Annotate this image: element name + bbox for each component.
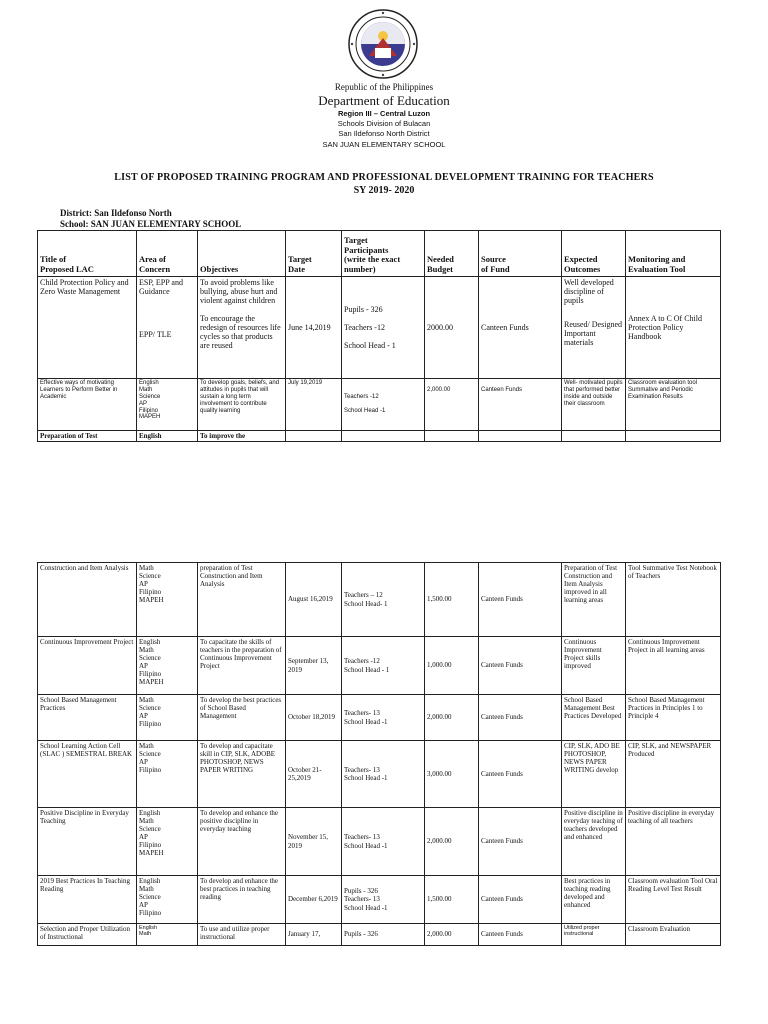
cell-outcomes: [562, 277, 626, 379]
cell-participants: Teachers- 13 School Head -1: [342, 695, 425, 741]
cell-date: December 6,2019: [286, 876, 342, 924]
cell-date: October 18,2019: [286, 695, 342, 741]
cell-fund: Canteen Funds: [479, 924, 562, 946]
cell-participants: Pupils - 326: [342, 924, 425, 946]
cell-fund: Canteen Funds: [479, 277, 562, 379]
cell-participants: [342, 277, 425, 379]
cell-tool: Classroom Evaluation: [626, 924, 721, 946]
cell-objectives: To develop goals, beliefs, and attitudes in pupils that will sustain a long term involvement to contribute quality learning: [198, 379, 286, 431]
table-row: [38, 431, 721, 442]
cell-title: 2019 Best Practices In Teaching Reading: [38, 876, 137, 924]
cell-participants: Teachers- 13 School Head -1: [342, 741, 425, 808]
header-fund: Source of Fund: [479, 231, 562, 277]
cell-objectives: To develop the best practices of School Based Management: [198, 695, 286, 741]
cell-participants: [342, 379, 425, 431]
header-title: Title of Proposed LAC: [38, 231, 137, 277]
cell-title: Child Protection Policy and Zero Waste Management: [38, 277, 137, 379]
cell-area: Math Science AP Filipino: [137, 695, 198, 741]
header-objectives: Objectives: [198, 231, 286, 277]
cell-area: Math Science AP Filipino MAPEH: [137, 563, 198, 637]
cell-tool: Classroom evaluation Tool Oral Reading Level Test Result: [626, 876, 721, 924]
cell-budget: 3,000.00: [425, 741, 479, 808]
cell-tool: Continuous Improvement Project in all learning areas: [626, 637, 721, 695]
area-a: ESP, EPP and Guidance: [139, 278, 183, 297]
participants-c: School Head - 1: [344, 341, 396, 351]
area-b: EPP/ TLE: [139, 330, 172, 340]
header-budget: Needed Budget: [425, 231, 479, 277]
cell-fund: Canteen Funds: [479, 563, 562, 637]
cell-area: English Math Science AP Filipino MAPEH: [137, 637, 198, 695]
cell-title: School Based Management Practices: [38, 695, 137, 741]
cell-tool: Tool Summative Test Notebook of Teachers: [626, 563, 721, 637]
objective-a: To avoid problems like bullying, abuse hurt and violent against children: [200, 278, 278, 306]
cell-title: School Learning Action Cell (SLAC ) SEMESTRAL BREAK: [38, 741, 137, 808]
cell-date: October 21-25,2019: [286, 741, 342, 808]
table-row: [38, 924, 721, 946]
division-line: Schools Division of Bulacan: [337, 119, 431, 128]
cell-date: June 14,2019: [286, 277, 342, 379]
cell-participants: Pupils - 326 Teachers- 13 School Head -1: [342, 876, 425, 924]
cell-participants: Teachers- 13 School Head -1: [342, 808, 425, 876]
participants-a: Teachers -12: [344, 394, 379, 401]
cell-tool: School Based Management Practices in Principles 1 to Principle 4: [626, 695, 721, 741]
district-line: San Ildefonso North District: [338, 129, 430, 138]
cell-objectives: To develop and enhance the positive discipline in everyday teaching: [198, 808, 286, 876]
cell-objectives: To capacitate the skills of teachers in the preparation of Continuous Improvement Project: [198, 637, 286, 695]
cell-tool: Classroom evaluation tool Summative and Periodic Examination Results: [626, 379, 721, 431]
cell-outcomes: [562, 431, 626, 442]
header-target-date: Target Date: [286, 231, 342, 277]
table-row: [38, 379, 721, 431]
cell-tool: Annex A to C Of Child Protection Policy Handbook: [626, 277, 721, 379]
cell-date: July 19,2019: [286, 379, 342, 431]
cell-title: Preparation of Test: [38, 431, 137, 442]
cell-title: Selection and Proper Utilization of Instructional: [38, 924, 137, 946]
participants-b: School Head -1: [344, 407, 386, 414]
deped-seal-logo: [347, 8, 419, 80]
cell-title: Effective ways of motivating Learners to Perform Better in Academic: [38, 379, 137, 431]
cell-fund: Canteen Funds: [479, 808, 562, 876]
cell-budget: 1,500.00: [425, 876, 479, 924]
cell-area: English Math Science AP Filipino: [137, 876, 198, 924]
cell-outcomes: Best practices in teaching reading developed and enhanced: [562, 876, 626, 924]
cell-objectives: To develop and enhance the best practices in teaching reading: [198, 876, 286, 924]
school-label: School: SAN JUAN ELEMENTARY SCHOOL: [60, 219, 242, 229]
cell-outcomes: Utilized proper instructional: [562, 924, 626, 946]
header-outcomes: Expected Outcomes: [562, 231, 626, 277]
header-tool: Monitoring and Evaluation Tool: [626, 231, 721, 277]
cell-objectives: [198, 277, 286, 379]
cell-participants: [342, 431, 425, 442]
cell-budget: 1,000.00: [425, 637, 479, 695]
header-area: Area of Concern: [137, 231, 198, 277]
region-line: Region III – Central Luzon: [337, 109, 431, 118]
header-participants: Target Participants (write the exact number): [342, 231, 425, 277]
school-year: SY 2019- 2020: [353, 185, 415, 196]
outcome-a: Well developed discipline of pupils: [564, 278, 614, 306]
cell-budget: 2000.00: [425, 277, 479, 379]
cell-date: August 16,2019: [286, 563, 342, 637]
cell-tool: CIP, SLK, and NEWSPAPER Produced: [626, 741, 721, 808]
cell-fund: [479, 431, 562, 442]
cell-fund: Canteen Funds: [479, 876, 562, 924]
cell-fund: Canteen Funds: [479, 741, 562, 808]
department-name: Department of Education: [318, 93, 450, 108]
training-table-part-1: [37, 230, 721, 442]
cell-objectives: To use and utilize proper instructional: [198, 924, 286, 946]
table-row: [38, 695, 721, 741]
table-row: [38, 741, 721, 808]
objective-b: To encourage the redesign of resources life cycles so that products are reused: [200, 313, 281, 351]
cell-date: November 15, 2019: [286, 808, 342, 876]
table-row: [38, 637, 721, 695]
cell-outcomes: CIP, SLK, ADO BE PHOTOSHOP, NEWS PAPER WRITING develop: [562, 741, 626, 808]
cell-date: September 13, 2019: [286, 637, 342, 695]
cell-objectives: To improve the: [198, 431, 286, 442]
cell-area: [137, 277, 198, 379]
cell-fund: Canteen Funds: [479, 379, 562, 431]
cell-participants: Teachers – 12 School Head- 1: [342, 563, 425, 637]
cell-area: English: [137, 431, 198, 442]
cell-outcomes: Preparation of Test Construction and Item Analysis improved in all learning areas: [562, 563, 626, 637]
cell-tool: [626, 431, 721, 442]
cell-participants: Teachers -12 School Head - 1: [342, 637, 425, 695]
cell-title: Positive Discipline in Everyday Teaching: [38, 808, 137, 876]
table-row: [38, 876, 721, 924]
document-title: LIST OF PROPOSED TRAINING PROGRAM AND PROFESSIONAL DEVELOPMENT TRAINING FOR TEACHERS: [114, 172, 654, 183]
cell-budget: 1,500.00: [425, 563, 479, 637]
cell-budget: 2,000.00: [425, 924, 479, 946]
cell-outcomes: Continuous Improvement Project skills improved: [562, 637, 626, 695]
cell-budget: [425, 431, 479, 442]
participants-a: Pupils - 326: [344, 304, 383, 314]
district-label: District: San Ildefonso North: [60, 208, 172, 218]
participants-b: Teachers -12: [344, 322, 385, 332]
cell-area: English Math Science AP Filipino MAPEH: [137, 379, 198, 431]
table-row: [38, 563, 721, 637]
cell-fund: Canteen Funds: [479, 695, 562, 741]
republic-line: Republic of the Philippines: [334, 82, 434, 92]
cell-area: Math Science AP Filipino: [137, 741, 198, 808]
cell-date: [286, 431, 342, 442]
cell-area: English Math Science AP Filipino MAPEH: [137, 808, 198, 876]
cell-date: January 17,: [286, 924, 342, 946]
cell-budget: 2,000.00: [425, 379, 479, 431]
outcome-b: Reused/ Designed Important materials: [564, 319, 622, 347]
cell-area: English Math: [137, 924, 198, 946]
table-row: [38, 277, 721, 379]
cell-fund: Canteen Funds: [479, 637, 562, 695]
cell-budget: 2,000.00: [425, 695, 479, 741]
cell-tool: Positive discipline in everyday teaching of all teachers: [626, 808, 721, 876]
cell-outcomes: School Based Management Best Practices Developed: [562, 695, 626, 741]
training-table-part-2: [37, 562, 721, 946]
cell-objectives: preparation of Test Construction and Item Analysis: [198, 563, 286, 637]
school-line: SAN JUAN ELEMENTARY SCHOOL: [322, 140, 446, 149]
cell-outcomes: Positive discipline in everyday teaching of teachers developed and enhanced: [562, 808, 626, 876]
cell-title: Continuous Improvement Project: [38, 637, 137, 695]
cell-objectives: To develop and capacitate skill in CIP, SLK, ADOBE PHOTOSHOP, NEWS PAPER WRITING: [198, 741, 286, 808]
cell-budget: 2,000.00: [425, 808, 479, 876]
cell-outcomes: Well- motivated pupils that performed better inside and outside their classroom: [562, 379, 626, 431]
table-header-row: [38, 231, 721, 277]
table-row: [38, 808, 721, 876]
cell-title: Construction and Item Analysis: [38, 563, 137, 637]
